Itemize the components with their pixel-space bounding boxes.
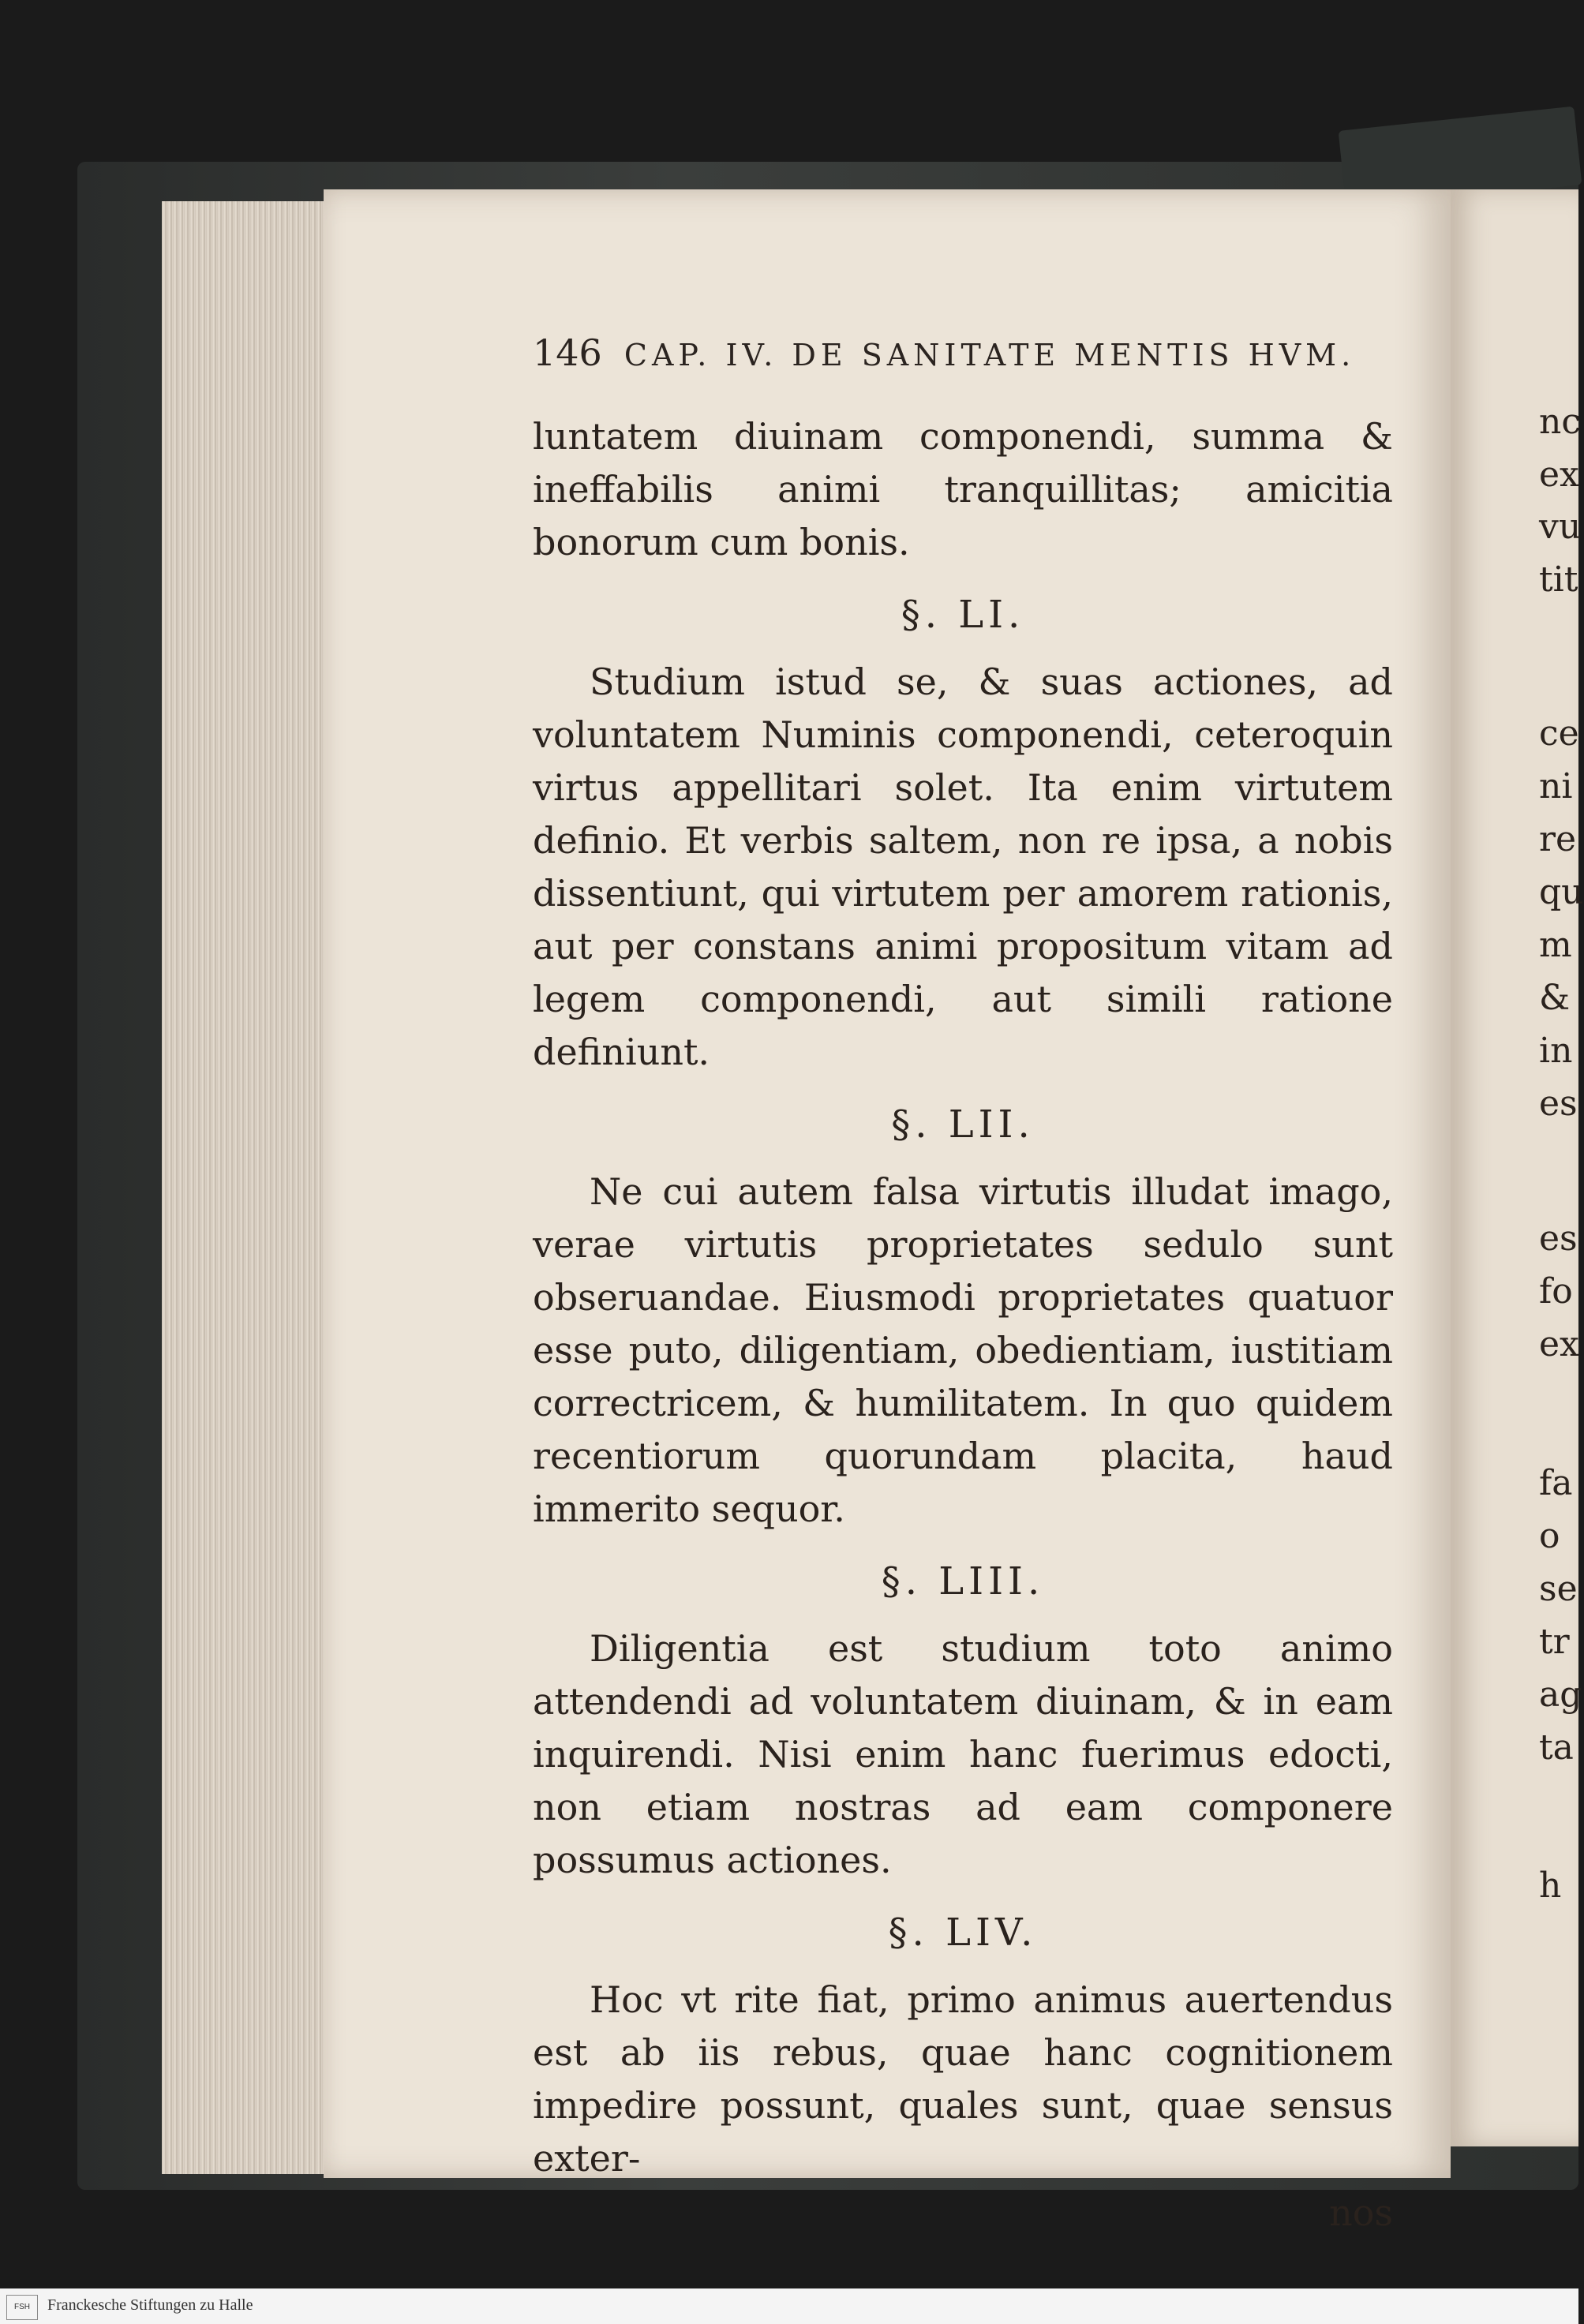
page-edges [162, 201, 331, 2174]
running-head [533, 331, 1385, 379]
right-fragment: fa [1539, 1463, 1573, 1503]
right-fragment: tit [1539, 559, 1578, 600]
right-fragment: vu [1539, 507, 1582, 547]
right-fragment: nc [1539, 402, 1581, 442]
section-heading-53: §. LIII. [881, 1559, 1045, 1604]
footer-bar [0, 2288, 1578, 2324]
chapter-title: CAP. IV. DE SANITATE MENTIS HVM. [623, 338, 1356, 372]
section-54-text: Hoc vt rite fiat, primo animus auertendus est ab iis rebus, quae hanc cognitionem impedire possunt, quales sunt, quae sensus exter- [533, 1978, 1393, 2180]
main-text [533, 410, 1393, 2240]
section-51-text: Studium istud se, & suas actiones, ad voluntatem Numinis componendi, ceteroquin virtus appellitari solet. Ita enim virtutem definio. Et verbis saltem, non re ipsa, a nobis dissentiunt, qui virtutem per amorem rationis, aut per constans animi propositum vitam ad legem componendi, aut simili ratione definiunt. [533, 661, 1393, 1073]
section-heading-51: §. LI. [901, 593, 1025, 637]
right-fragment: ce [1539, 713, 1579, 754]
footer-credit: Franckesche Stiftungen zu Halle [47, 2296, 253, 2314]
right-fragment: ex [1539, 455, 1579, 495]
section-heading-52: §. LII. [891, 1102, 1035, 1147]
page-number: 146 [533, 331, 602, 374]
section-53-text: Diligentia est studium toto animo attendendi ad voluntatem diuinam, & in eam inquirendi. Nisi enim hanc fuerimus edocti, non etiam nostras ad eam componere possumus actiones. [533, 1627, 1393, 1881]
right-fragment: re [1539, 819, 1577, 859]
right-fragment: es [1539, 1218, 1578, 1259]
right-fragment: se [1539, 1569, 1578, 1609]
right-fragment: in [1539, 1031, 1573, 1071]
right-fragment: ni [1539, 766, 1573, 806]
right-fragment: tr [1539, 1622, 1570, 1662]
right-fragment: fo [1539, 1271, 1573, 1312]
right-fragment: & [1539, 978, 1571, 1018]
section-52-text: Ne cui autem falsa virtutis illudat imago, verae virtutis proprietates sedulo sunt obseruandae. Eiusmodi proprietates quatuor esse puto, diligentiam, obedientiam, iustitiam correctricem, & humilitatem. In quo quidem recentiorum quorundam placita, haud immerito sequor. [533, 1170, 1393, 1530]
catchword: nos [1329, 2191, 1393, 2234]
right-fragment: ta [1539, 1727, 1574, 1768]
right-fragment: m [1539, 925, 1572, 965]
paragraph-continuation: luntatem diuinam componendi, summa & ineffabilis animi tranquillitas; amicitia bonorum cum bonis. [533, 415, 1393, 563]
right-fragment: ex [1539, 1324, 1579, 1364]
institution-logo: FSH [6, 2295, 38, 2320]
right-fragment: es [1539, 1083, 1578, 1124]
right-fragment: h [1539, 1866, 1562, 1906]
section-heading-54: §. LIV. [888, 1910, 1038, 1955]
right-fragment: ag [1539, 1675, 1582, 1715]
right-fragment: qu [1539, 872, 1584, 912]
right-fragment: o [1539, 1516, 1560, 1556]
